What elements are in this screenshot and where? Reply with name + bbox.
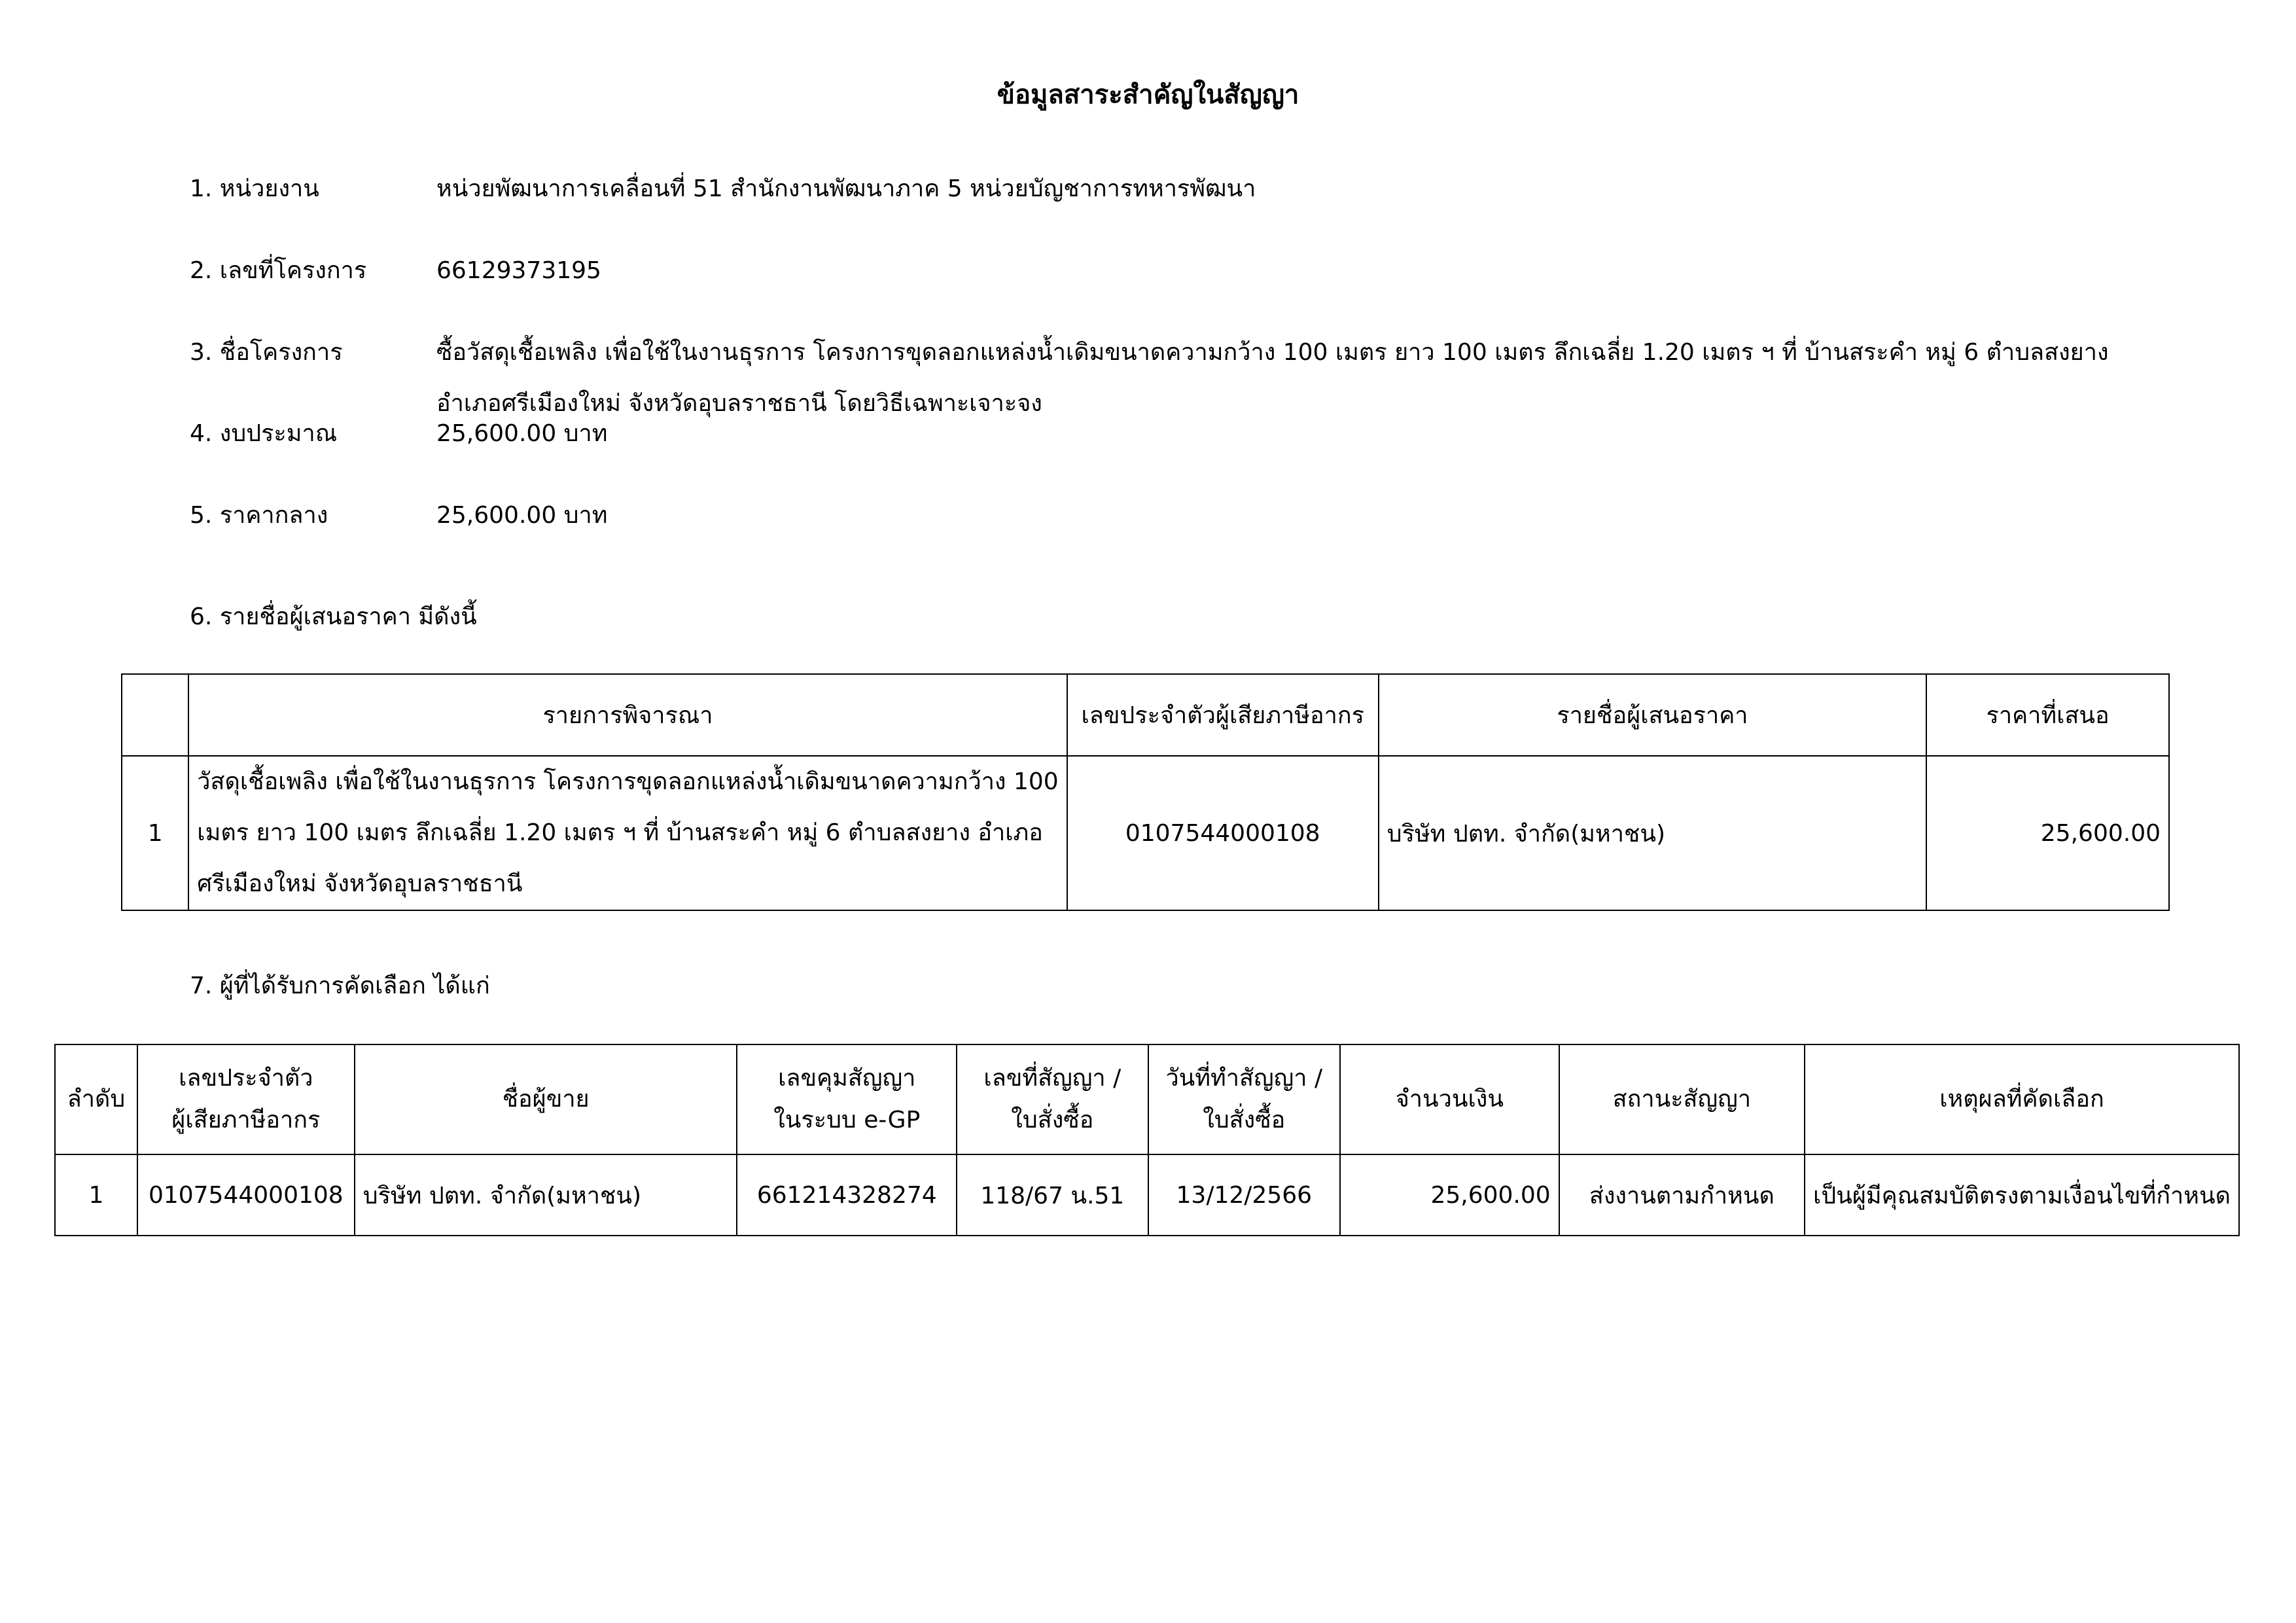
col-header-no — [122, 674, 188, 756]
col-header-items: รายการพิจารณา — [188, 674, 1067, 756]
row-reason: เป็นผู้มีคุณสมบัติตรงตามเงื่อนไขที่กำหนด — [1805, 1154, 2239, 1236]
header-line: ชื่อผู้ขาย — [502, 1086, 590, 1113]
header-line: ใบสั่งซื้อ — [1011, 1107, 1094, 1133]
table-header-row — [122, 674, 2169, 756]
col-header-tax-id — [137, 1044, 355, 1154]
row-desc — [188, 756, 1067, 910]
row-bidder: บริษัท ปตท. จำกัด(มหาชน) — [1379, 756, 1926, 910]
col-header-seller — [355, 1044, 737, 1154]
header-line: ใบสั่งซื้อ — [1203, 1107, 1286, 1133]
field-value: 25,600.00 บาท — [436, 420, 608, 447]
header-line: ผู้เสียภาษีอากร — [171, 1107, 321, 1133]
field-value: 25,600.00 บาท — [436, 502, 608, 529]
header-line: เลขประจำตัว — [179, 1065, 313, 1092]
section6-heading-text: 6. รายชื่อผู้เสนอราคา มีดังนี้ — [190, 603, 477, 630]
field-label: 3. ชื่อโครงการ — [190, 339, 343, 366]
col-header-price: ราคาที่เสนอ — [1926, 674, 2169, 756]
row-tax-id: 0107544000108 — [137, 1154, 355, 1236]
row-price: 25,600.00 — [1926, 756, 2169, 910]
header-line: เลขที่สัญญา / — [983, 1065, 1122, 1092]
row-desc-line: วัสดุเชื้อเพลิง เพื่อใช้ในงานธุรการ โครงการขุดลอกแหล่งน้ำเดิมขนาดความกว้าง 100 — [197, 768, 1059, 795]
row-contract-no: 118/67 น.51 — [957, 1154, 1148, 1236]
row-no: 1 — [55, 1154, 137, 1236]
field-label: 2. เลขที่โครงการ — [190, 257, 367, 284]
field-label: 1. หน่วยงาน — [190, 175, 319, 202]
row-egp: 661214328274 — [737, 1154, 957, 1236]
header-line: จำนวนเงิน — [1395, 1086, 1504, 1113]
header-line: เลขคุมสัญญา — [778, 1065, 916, 1092]
bidders-table — [121, 673, 2170, 911]
row-seller: บริษัท ปตท. จำกัด(มหาชน) — [355, 1154, 737, 1236]
col-header-amount — [1340, 1044, 1559, 1154]
col-header-reason — [1805, 1044, 2239, 1154]
table-row — [122, 756, 2169, 910]
section7-heading-text: 7. ผู้ที่ได้รับการคัดเลือก ได้แก่ — [190, 972, 490, 999]
field-value-line: ซื้อวัสดุเชื้อเพลิง เพื่อใช้ในงานธุรการ โครงการขุดลอกแหล่งน้ำเดิมขนาดความกว้าง 100 เมตร ยาว 100 เมตร ลึกเฉลี่ย 1.20 เมตร ฯ ที่ บ้านสระคำ หมู่ 6 ตำบลสงยาง — [436, 339, 2109, 366]
field-label: 4. งบประมาณ — [190, 420, 338, 447]
selected-table — [54, 1044, 2240, 1236]
col-header-contract-date — [1148, 1044, 1340, 1154]
row-status: ส่งงานตามกำหนด — [1559, 1154, 1805, 1236]
header-line: ในระบบ e-GP — [773, 1107, 921, 1133]
row-tax-id: 0107544000108 — [1067, 756, 1379, 910]
col-header-tax-id: เลขประจำตัวผู้เสียภาษีอากร — [1067, 674, 1379, 756]
field-label: 5. ราคากลาง — [190, 502, 328, 529]
field-value: 66129373195 — [436, 257, 601, 284]
header-line: เหตุผลที่คัดเลือก — [1939, 1086, 2104, 1113]
table-header-row — [55, 1044, 2239, 1154]
col-header-bidder: รายชื่อผู้เสนอราคา — [1379, 674, 1926, 756]
col-header-egp — [737, 1044, 957, 1154]
field-value — [436, 327, 2296, 429]
col-header-no — [55, 1044, 137, 1154]
row-no: 1 — [122, 756, 188, 910]
table-row — [55, 1154, 2239, 1236]
field-value: หน่วยพัฒนาการเคลื่อนที่ 51 สำนักงานพัฒนาภาค 5 หน่วยบัญชาการทหารพัฒนา — [436, 175, 1256, 202]
header-line: ลำดับ — [67, 1086, 126, 1113]
row-amount: 25,600.00 — [1340, 1154, 1559, 1236]
row-desc-line: ศรีเมืองใหม่ จังหวัดอุบลราชธานี — [197, 870, 523, 897]
col-header-status — [1559, 1044, 1805, 1154]
field-value-line: อำเภอศรีเมืองใหม่ จังหวัดอุบลราชธานี โดยวิธีเฉพาะเจาะจง — [436, 390, 1042, 417]
row-contract-date: 13/12/2566 — [1148, 1154, 1340, 1236]
header-line: วันที่ทำสัญญา / — [1165, 1065, 1323, 1092]
col-header-contract-no — [957, 1044, 1148, 1154]
page-title: ข้อมูลสาระสำคัญในสัญญา — [997, 80, 1299, 110]
row-desc-line: เมตร ยาว 100 เมตร ลึกเฉลี่ย 1.20 เมตร ฯ ที่ บ้านสระคำ หมู่ 6 ตำบลสงยาง อำเภอ — [197, 819, 1043, 846]
header-line: สถานะสัญญา — [1612, 1086, 1752, 1113]
